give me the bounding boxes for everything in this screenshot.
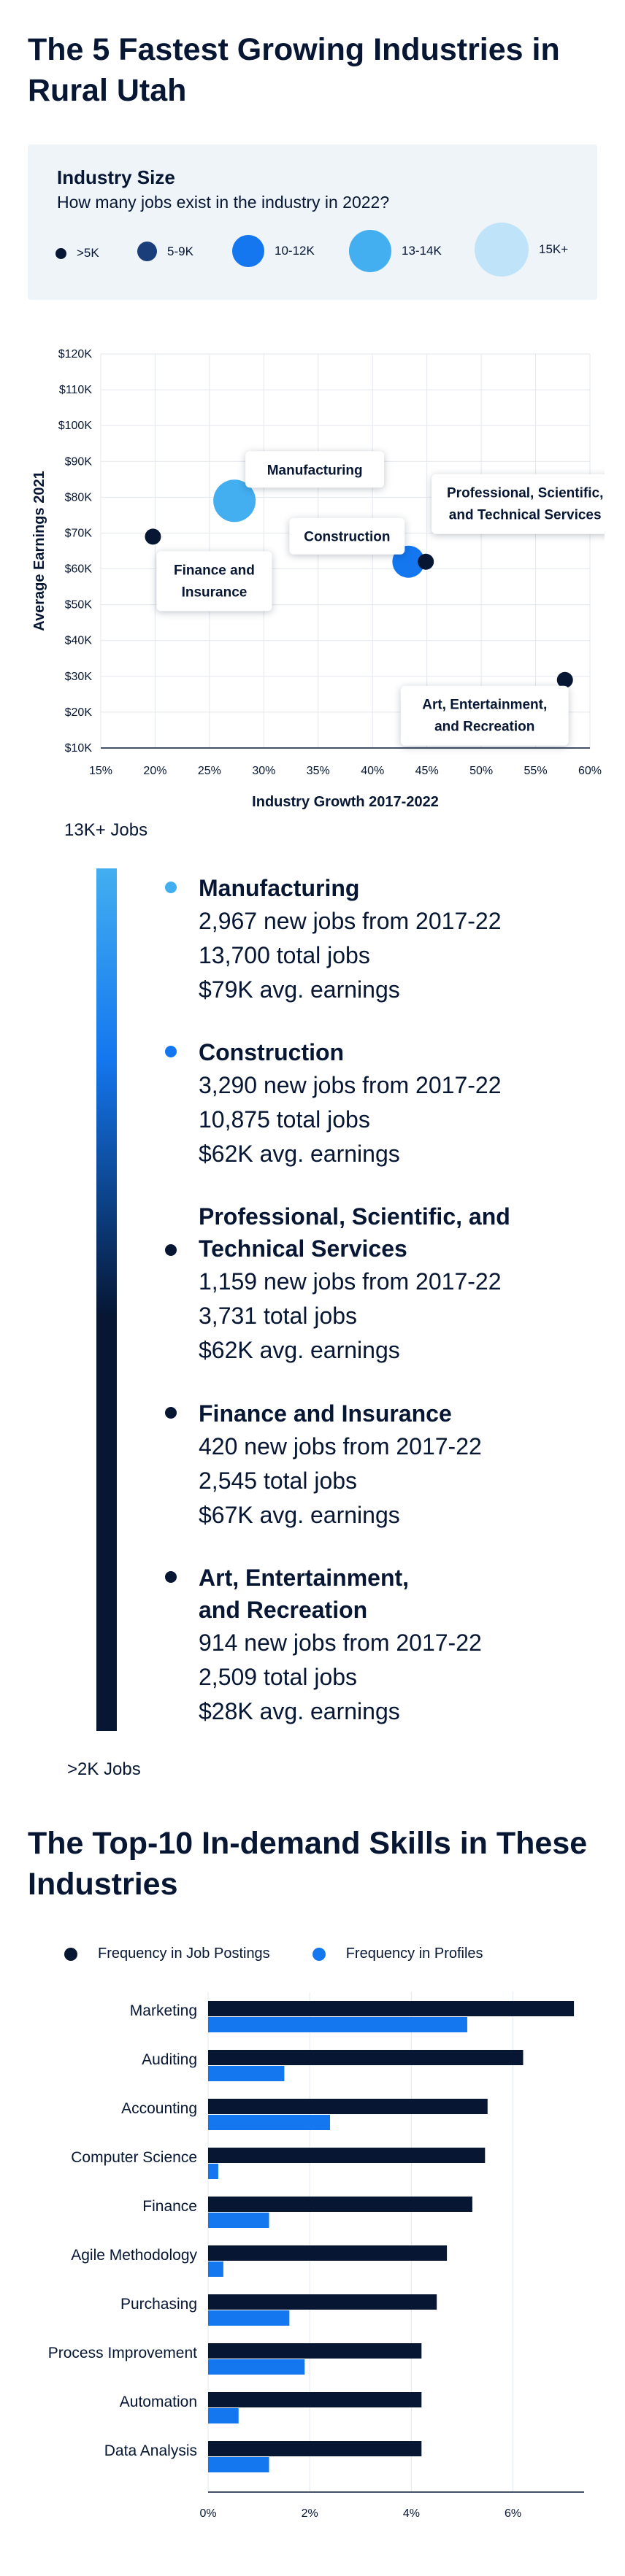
category-label: Data Analysis (104, 2442, 197, 2459)
point-label: Art, Entertainment, (422, 697, 548, 713)
industry-new-jobs: 3,290 new jobs from 2017-22 (199, 1072, 502, 1098)
legend-swatch-icon (349, 230, 391, 272)
bullet-icon (165, 882, 177, 893)
bullet-icon (165, 1046, 177, 1057)
bar-postings (208, 2148, 485, 2163)
legend-swatch-icon (64, 1948, 77, 1961)
industry-finance-insurance (167, 1397, 576, 1532)
y-tick-label: $110K (58, 384, 92, 397)
x-tick-label: 35% (306, 765, 330, 777)
industry-art-entertainment (167, 1562, 576, 1729)
industry-name: Construction (199, 1039, 345, 1065)
x-tick-label: 4% (402, 2507, 420, 2520)
bar-profiles (208, 2261, 223, 2277)
bar-profiles (208, 2213, 269, 2228)
bar-profiles (208, 2310, 289, 2326)
x-tick-label: 15% (88, 765, 113, 777)
legend-swatch-icon (232, 235, 264, 267)
y-tick-label: $80K (64, 491, 92, 504)
bar-chart-legend (28, 1946, 526, 1962)
bullet-icon (165, 1571, 177, 1583)
y-tick-label: $10K (64, 742, 92, 755)
industry-earnings: $79K avg. earnings (199, 976, 400, 1003)
legend-item-4 (475, 223, 568, 277)
legend-item-1 (137, 242, 193, 261)
bar-profiles (208, 2066, 284, 2081)
point-label-box (156, 551, 272, 611)
bar-profiles (208, 2164, 218, 2179)
y-tick-label: $50K (64, 598, 92, 612)
y-tick-label: $30K (64, 670, 92, 683)
size-scale-bottom-label: >2K Jobs (67, 1759, 141, 1779)
x-tick-label: 50% (469, 765, 494, 777)
legend-swatch-icon (55, 248, 66, 259)
bar-postings (208, 2197, 472, 2212)
scatter-point (557, 672, 573, 688)
x-axis-label: Industry Growth 2017-2022 (252, 794, 439, 810)
skills-bar-chart (0, 1985, 625, 2554)
y-tick-label: $40K (64, 634, 92, 647)
point-label: Insurance (181, 585, 248, 601)
legend-label: 10-12K (275, 244, 315, 258)
legend-item-3 (349, 230, 442, 272)
point-label: and Technical Services (448, 507, 602, 523)
size-legend (28, 144, 597, 300)
industry-name-line-2: Technical Services (199, 1235, 407, 1262)
x-tick-label: 55% (524, 765, 548, 777)
industry-new-jobs: 914 new jobs from 2017-22 (199, 1630, 482, 1656)
bar-profiles (208, 2359, 304, 2375)
page-title: The 5 Fastest Growing Industries in Rural Utah (28, 32, 560, 108)
point-label-box (401, 686, 569, 746)
bar-postings (208, 2343, 421, 2359)
x-tick-label: 6% (505, 2507, 522, 2520)
industry-total-jobs: 2,545 total jobs (199, 1468, 358, 1494)
legend-item-2 (232, 235, 315, 267)
scatter-chart (28, 332, 605, 814)
legend-swatch-icon (312, 1948, 326, 1961)
x-tick-label: 40% (361, 765, 385, 777)
legend-label-postings: Frequency in Job Postings (98, 1946, 270, 1962)
point-label: Finance and (174, 563, 255, 579)
legend-title: Industry Size (57, 166, 175, 188)
bar-postings (208, 2294, 437, 2310)
industry-name: Manufacturing (199, 875, 360, 901)
category-label: Marketing (129, 2002, 197, 2019)
industry-construction (167, 1036, 576, 1171)
bar-postings (208, 2441, 421, 2456)
industry-new-jobs: 1,159 new jobs from 2017-22 (199, 1268, 502, 1295)
scatter-point (145, 528, 161, 544)
x-tick-label: 0% (199, 2507, 217, 2520)
category-label: Accounting (121, 2100, 197, 2117)
category-label: Finance (142, 2198, 197, 2215)
category-label: Auditing (142, 2051, 197, 2068)
industry-total-jobs: 10,875 total jobs (199, 1106, 370, 1133)
bar-postings (208, 2245, 447, 2261)
bar-profiles (208, 2115, 330, 2130)
industry-new-jobs: 2,967 new jobs from 2017-22 (199, 908, 502, 934)
point-label: Professional, Scientific, (447, 485, 604, 501)
category-label: Computer Science (71, 2149, 197, 2166)
bar-profiles (208, 2017, 467, 2032)
point-label-box (432, 474, 605, 534)
legend-label: >5K (77, 246, 99, 260)
size-scale-top-label: 13K+ Jobs (64, 820, 148, 840)
category-label: Purchasing (120, 2296, 197, 2313)
y-tick-label: $20K (64, 706, 92, 719)
x-tick-label: 2% (301, 2507, 318, 2520)
y-tick-label: $90K (64, 455, 92, 468)
point-label: and Recreation (434, 719, 535, 735)
section-title: The Top-10 In-demand Skills in These Industries (28, 1826, 588, 1902)
industry-name-line-1: Professional, Scientific, and (199, 1203, 510, 1230)
y-tick-label: $70K (64, 527, 92, 540)
industry-total-jobs: 2,509 total jobs (199, 1664, 358, 1690)
x-tick-label: 30% (252, 765, 276, 777)
industry-name-line-2: and Recreation (199, 1597, 368, 1623)
industry-earnings: $28K avg. earnings (199, 1698, 400, 1724)
legend-subtitle: How many jobs exist in the industry in 2022? (57, 193, 390, 212)
legend-swatch-icon (475, 223, 529, 277)
bar-profiles (208, 2457, 269, 2472)
bar-profiles (208, 2408, 239, 2423)
legend-item-0 (55, 246, 99, 261)
bullet-icon (165, 1244, 177, 1256)
industry-total-jobs: 3,731 total jobs (199, 1303, 358, 1329)
category-label: Process Improvement (47, 2345, 197, 2361)
bar-postings (208, 2001, 574, 2016)
category-label: Agile Methodology (71, 2247, 197, 2264)
x-tick-label: 25% (197, 765, 221, 777)
x-tick-label: 20% (143, 765, 167, 777)
y-tick-label: $100K (58, 420, 92, 433)
bullet-icon (165, 1407, 177, 1419)
industry-professional-services (167, 1200, 576, 1368)
x-tick-label: 45% (415, 765, 439, 777)
legend-swatch-icon (137, 242, 157, 261)
industry-name: Finance and Insurance (199, 1400, 452, 1427)
scatter-point (418, 554, 434, 570)
y-tick-label: $60K (64, 563, 92, 576)
y-tick-label: $120K (58, 348, 92, 360)
industry-name-line-1: Art, Entertainment, (199, 1565, 410, 1591)
y-axis-label: Average Earnings 2021 (31, 471, 47, 631)
x-tick-label: 60% (578, 765, 602, 777)
bar-postings (208, 2099, 488, 2114)
industry-earnings: $62K avg. earnings (199, 1337, 400, 1363)
size-gradient-bar (96, 868, 117, 1731)
bar-postings (208, 2392, 421, 2407)
industry-total-jobs: 13,700 total jobs (199, 942, 370, 968)
bar-postings (208, 2050, 523, 2065)
industry-earnings: $67K avg. earnings (199, 1502, 400, 1528)
industry-new-jobs: 420 new jobs from 2017-22 (199, 1433, 482, 1459)
industry-earnings: $62K avg. earnings (199, 1141, 400, 1167)
legend-label: 5-9K (167, 244, 193, 258)
legend-label: 15K+ (539, 242, 569, 256)
legend-label: 13-14K (402, 244, 442, 258)
legend-label-profiles: Frequency in Profiles (345, 1946, 483, 1962)
category-label: Automation (119, 2394, 197, 2410)
point-label: Construction (304, 529, 391, 545)
point-label: Manufacturing (267, 463, 363, 479)
industry-manufacturing (167, 872, 576, 1007)
